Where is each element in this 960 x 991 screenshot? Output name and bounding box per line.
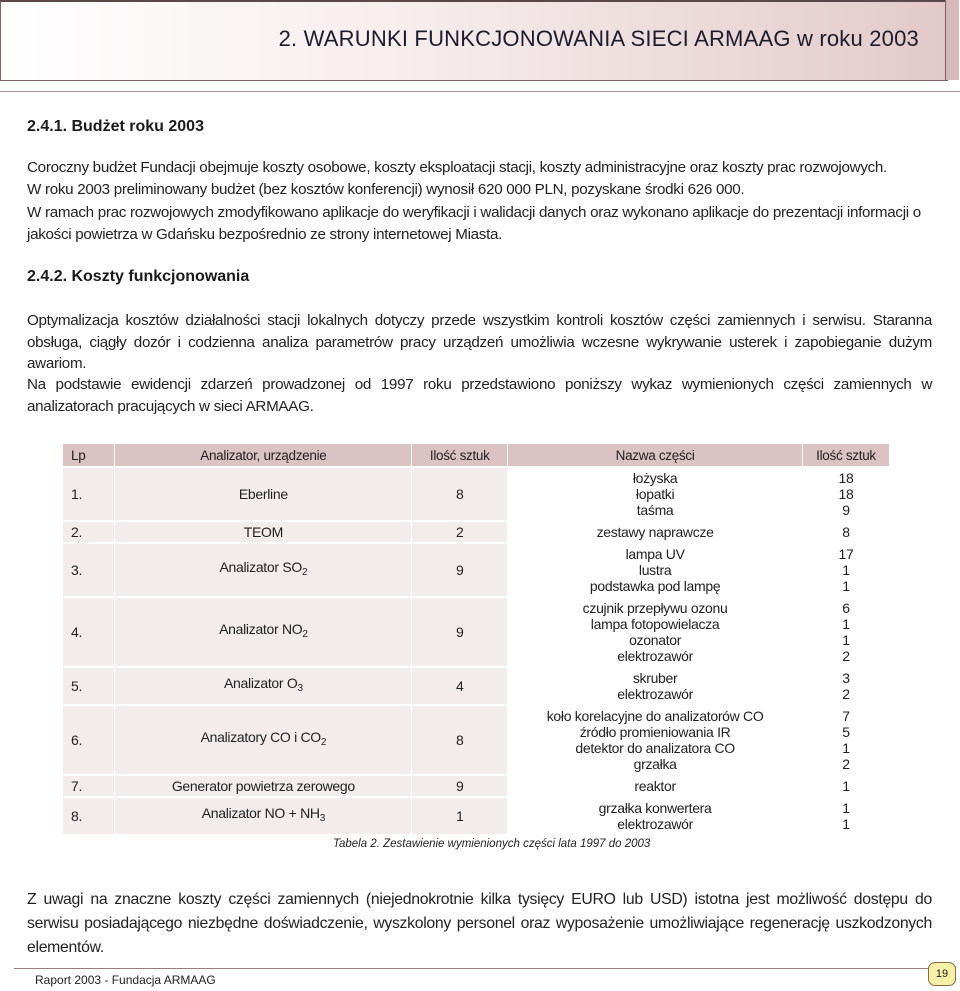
header-lp: Lp: [63, 444, 115, 467]
cell-quantity: 4: [412, 667, 508, 705]
device-name: Analizator NO: [219, 621, 303, 637]
part-count: 18: [838, 486, 854, 502]
cell-quantity: 8: [412, 705, 508, 775]
part-name: czujnik przepływu ozonu: [582, 600, 728, 616]
cell-lp: 7.: [63, 775, 115, 797]
part-name: elektrozawór: [617, 648, 693, 664]
page-number-badge: 19: [928, 962, 956, 986]
cell-part-counts: [803, 467, 890, 521]
table-row: [63, 797, 890, 835]
device-name: Analizator NO + NH: [201, 805, 320, 821]
device-name: Eberline: [238, 486, 288, 502]
cell-parts: [508, 797, 803, 835]
part-count: 18: [838, 470, 854, 486]
part-name: łożyska: [632, 470, 678, 486]
device-name: Analizator O: [224, 675, 298, 691]
cell-part-counts: [803, 705, 890, 775]
costs-paragraph-2: Na podstawie ewidencji zdarzeń prowadzonej od 1997 roku przedstawiono poniższy wykaz wymienionych części zamiennych w analizatorach pracujących w sieci ARMAAG.: [27, 376, 932, 415]
header-part-count: Ilość sztuk: [803, 444, 890, 467]
part-count: 1: [842, 562, 850, 578]
part-name: skruber: [632, 670, 678, 686]
cell-part-counts: [803, 521, 890, 543]
part-count: 1: [842, 616, 850, 632]
part-count: 7: [842, 708, 850, 724]
header-band: [0, 0, 948, 81]
device-subscript: 2: [301, 567, 308, 578]
budget-line-2: W roku 2003 preliminowany budżet (bez kosztów konferencji) wynosił 620 000 PLN, pozyskane środki 626 000.: [27, 181, 745, 198]
cell-parts: [508, 467, 803, 521]
part-name: łopatki: [635, 486, 675, 502]
part-count: 1: [842, 632, 850, 648]
part-name: detektor do analizatora CO: [575, 740, 735, 756]
cell-lp: 5.: [63, 667, 115, 705]
device-subscript: 3: [297, 683, 303, 694]
cell-quantity: 9: [412, 543, 508, 597]
part-name: zestawy naprawcze: [596, 524, 714, 540]
part-name: elektrozawór: [617, 686, 693, 702]
cell-lp: 8.: [63, 797, 115, 835]
cell-lp: 6.: [63, 705, 115, 775]
header-stripe: [945, 0, 959, 80]
part-name: grzałka: [633, 756, 677, 772]
part-count: 17: [838, 546, 854, 562]
header-quantity: Ilość sztuk: [412, 444, 508, 467]
part-name: lampa UV: [625, 546, 685, 562]
header-device: Analizator, urządzenie: [115, 444, 412, 467]
budget-line-3: W ramach prac rozwojowych zmodyfikowano aplikacje do weryfikacji i walidacji danych oraz wykonano aplikacje do prezentacji informacji o jakości powietrza w Gdańsku bezpośrednio ze strony internetowej Miasta.: [27, 204, 921, 243]
table-row: [63, 543, 890, 597]
section-heading-costs: 2.4.2. Koszty funkcjonowania: [27, 268, 250, 285]
page-title: 2. WARUNKI FUNKCJONOWANIA SIECI ARMAAG w roku 2003: [278, 26, 919, 51]
cell-part-counts: [803, 775, 890, 797]
cell-parts: [508, 597, 803, 667]
cell-quantity: 9: [412, 597, 508, 667]
cell-quantity: 1: [412, 797, 508, 835]
cell-device: [115, 521, 412, 543]
table-header-row: [63, 444, 890, 467]
cell-device: [115, 775, 412, 797]
part-count: 3: [842, 670, 850, 686]
device-name: Generator powietrza zerowego: [171, 778, 355, 794]
part-name: reaktor: [634, 778, 676, 794]
part-count: 5: [842, 724, 850, 740]
part-count: 2: [842, 756, 850, 772]
table-row: [63, 467, 890, 521]
cell-parts: [508, 775, 803, 797]
cell-lp: 2.: [63, 521, 115, 543]
part-name: podstawka pod lampę: [589, 578, 721, 594]
part-count: 1: [842, 578, 850, 594]
cell-parts: [508, 667, 803, 705]
table-row: [63, 775, 890, 797]
cell-part-counts: [803, 797, 890, 835]
costs-paragraph-1: Optymalizacja kosztów działalności stacji lokalnych dotyczy przede wszystkim kontroli kosztów części zamiennych i serwisu. Staranna obsługa, ciągły dozór i codzienna analiza parametrów pracy urządzeń umożliwia wczesne wykrywanie usterek i zapobieganie dużym awariom.: [27, 312, 932, 372]
part-name: elektrozawór: [617, 816, 693, 832]
part-count: 1: [842, 816, 850, 832]
part-count: 1: [842, 740, 850, 756]
part-count: 1: [842, 778, 850, 794]
device-subscript: 2: [302, 629, 308, 640]
section-heading-budget: 2.4.1. Budżet roku 2003: [27, 118, 204, 135]
cell-lp: 4.: [63, 597, 115, 667]
cell-quantity: 9: [412, 775, 508, 797]
table-row: [63, 667, 890, 705]
cell-quantity: 2: [412, 521, 508, 543]
part-count: 9: [842, 502, 850, 518]
budget-line-1: Coroczny budżet Fundacji obejmuje koszty osobowe, koszty eksploatacji stacji, koszty administracyjne oraz koszty prac rozwojowych.: [27, 159, 887, 176]
cell-device: [115, 467, 412, 521]
part-count: 2: [842, 648, 850, 664]
table-caption: Tabela 2. Zestawienie wymienionych części lata 1997 do 2003: [333, 838, 651, 850]
cell-lp: 3.: [63, 543, 115, 597]
device-name: Analizatory CO i CO: [200, 729, 321, 745]
cell-device: [115, 797, 412, 835]
part-count: 6: [842, 600, 850, 616]
header-part-name: Nazwa części: [508, 444, 803, 467]
cell-parts: [508, 521, 803, 543]
part-name: lampa fotopowielacza: [590, 616, 720, 632]
part-name: ozonator: [629, 632, 682, 648]
part-name: lustra: [638, 562, 672, 578]
cell-lp: 1.: [63, 467, 115, 521]
cell-parts: [508, 543, 803, 597]
cell-device: [115, 667, 412, 705]
cell-part-counts: [803, 543, 890, 597]
device-name: Analizator SO: [219, 559, 302, 575]
device-name: TEOM: [243, 524, 283, 540]
table-row: [63, 597, 890, 667]
part-name: źródło promieniowania IR: [579, 724, 731, 740]
cell-part-counts: [803, 667, 890, 705]
device-subscript: 2: [320, 737, 327, 748]
footer-text: Raport 2003 - Fundacja ARMAAG: [35, 973, 216, 987]
table-row: [63, 521, 890, 543]
cell-device: [115, 705, 412, 775]
table-row: [63, 705, 890, 775]
footer-divider: [14, 968, 928, 969]
closing-paragraph: Z uwagi na znaczne koszty części zamiennych (niejednokrotnie kilka tysięcy EURO lub USD) istotna jest możliwość dostępu do serwisu posiadającego niezbędne doświadczenie, wyszkolony personel oraz wyposażenie umożliwiające regenerację uszkodzonych elementów.: [27, 891, 932, 956]
part-count: 2: [842, 686, 850, 702]
part-count: 8: [842, 524, 850, 540]
cell-part-counts: [803, 597, 890, 667]
header-divider: [0, 91, 960, 92]
cell-device: [115, 597, 412, 667]
part-name: koło korelacyjne do analizatorów CO: [546, 708, 764, 724]
part-count: 1: [842, 800, 850, 816]
cell-parts: [508, 705, 803, 775]
cell-device: [115, 543, 412, 597]
part-name: grzałka konwertera: [598, 800, 712, 816]
part-name: taśma: [636, 502, 674, 518]
spare-parts-table: [63, 444, 890, 836]
device-subscript: 3: [319, 813, 325, 824]
cell-quantity: 8: [412, 467, 508, 521]
